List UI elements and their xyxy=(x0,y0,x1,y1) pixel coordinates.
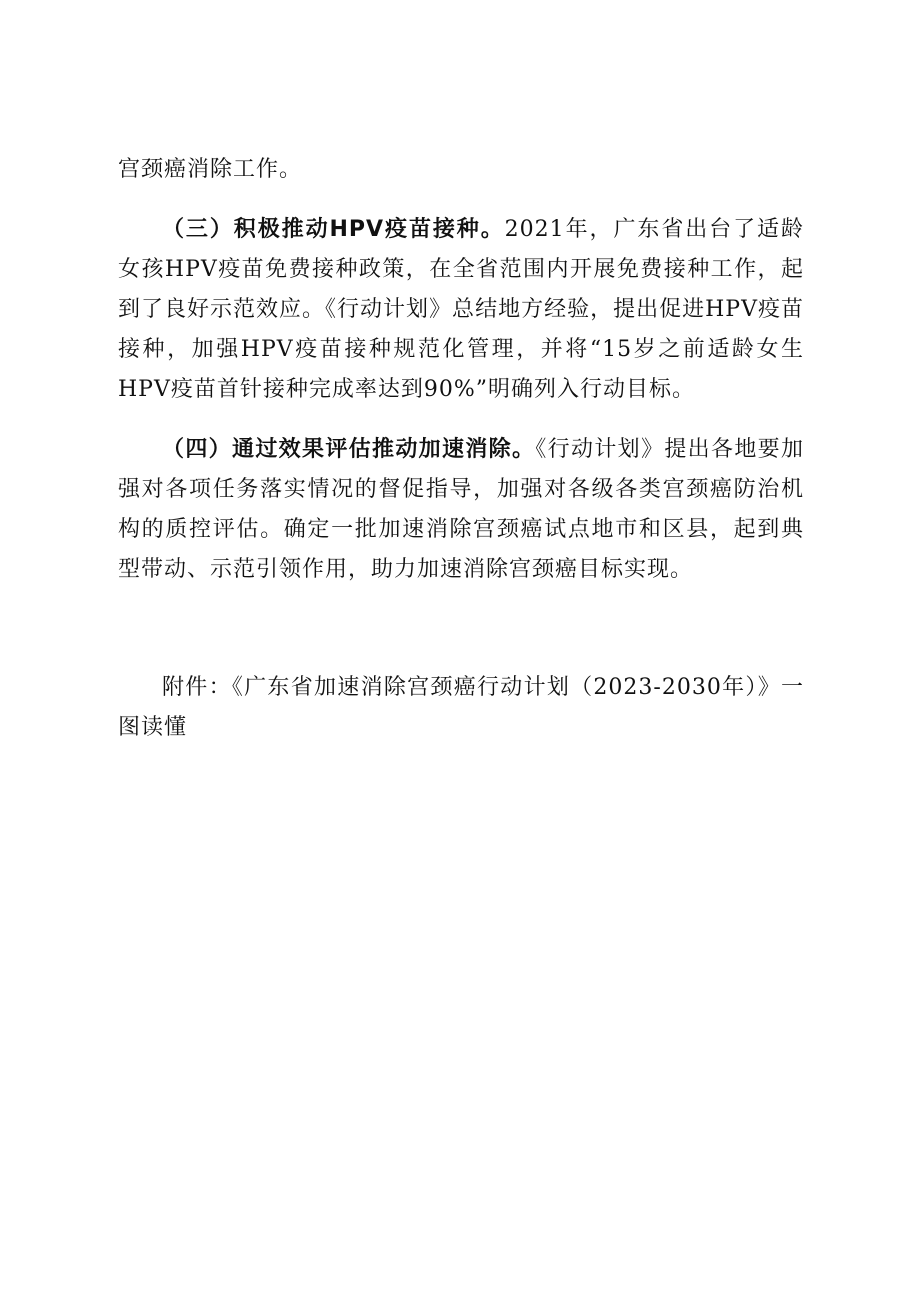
section-3-body: 2021年，广东省出台了适龄女孩HPV疫苗免费接种政策，在全省范围内开展免费接种工作，起到了良好示范效应。《行动计划》总结地方经验，提出促进HPV疫苗接种，加强HPV疫苗接种规范化管理，并将“15岁之前适龄女生HPV疫苗首针接种完成率达到90%”明确列入行动目标。 xyxy=(118,217,804,402)
attachment-note: 附件：《广东省加速消除宫颈癌行动计划（2023-2030年）》一图读懂 xyxy=(118,675,804,740)
section-4-body: 《行动计划》提出各地要加强对各项任务落实情况的督促指导，加强对各级各类宫颈癌防治机构的质控评估。确定一批加速消除宫颈癌试点地市和区县，起到典型带动、示范引领作用，助力加速消除宫颈癌目标实现。 xyxy=(118,437,804,582)
paragraph-continuation: 宫颈癌消除工作。 xyxy=(118,157,303,182)
section-4-heading: （四）通过效果评估推动加速消除。 xyxy=(162,437,536,462)
document-body xyxy=(118,150,804,748)
paragraph-section-4 xyxy=(118,430,804,590)
paragraph-section-3 xyxy=(118,210,804,410)
section-3-heading: （三）积极推动HPV疫苗接种。 xyxy=(162,217,505,242)
